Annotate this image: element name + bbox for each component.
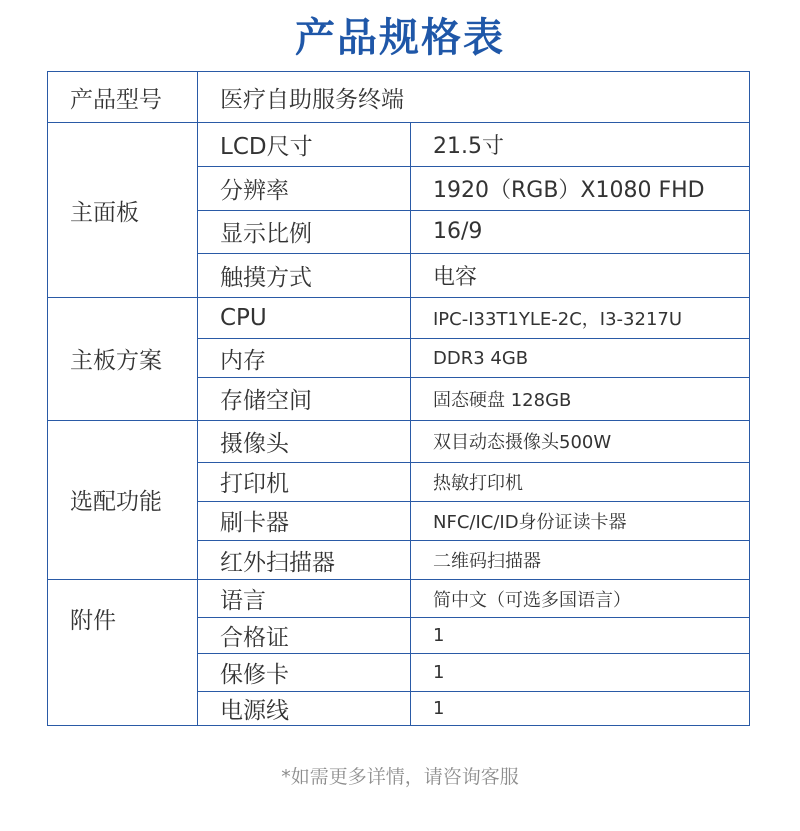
spec-key: 合格证 [198,618,411,653]
spec-key: 触摸方式 [198,253,411,297]
spec-key: 电源线 [198,691,411,725]
spec-key: 存储空间 [198,378,411,420]
spec-value: 二维码扫描器 [411,541,750,580]
spec-value: 电容 [411,253,750,297]
spec-key: LCD尺寸 [198,123,411,167]
spec-key: 打印机 [198,462,411,501]
model-value: 医疗自助服务终端 [198,72,750,123]
spec-value: DDR3 4GB [411,339,750,378]
spec-value: 1 [411,691,750,725]
spec-key: 红外扫描器 [198,541,411,580]
spec-key: 摄像头 [198,420,411,462]
spec-value: 1920（RGB）X1080 FHD [411,167,750,210]
table-row [48,72,750,123]
spec-value: 1 [411,653,750,691]
spec-value: IPC-I33T1YLE-2C，I3-3217U [411,297,750,338]
spec-key: CPU [198,297,411,338]
spec-value: 1 [411,618,750,653]
table-row [48,297,750,338]
group-label-board: 主板方案 [48,297,198,420]
spec-key: 分辨率 [198,167,411,210]
spec-value: 双目动态摄像头500W [411,420,750,462]
page-title: 产品规格表 [295,15,505,61]
footer-note: *如需更多详情，请咨询客服 [281,766,519,788]
spec-key: 保修卡 [198,653,411,691]
spec-value: 简中文（可选多国语言） [411,580,750,618]
table-row [48,420,750,462]
table-row [48,580,750,618]
spec-table [47,71,750,726]
spec-key: 语言 [198,580,411,618]
table-row [48,123,750,167]
spec-value: 16/9 [411,210,750,253]
model-label: 产品型号 [48,72,198,123]
spec-value: 21.5寸 [411,123,750,167]
group-label-accessories: 附件 [48,580,198,726]
spec-key: 内存 [198,339,411,378]
group-label-main-panel: 主面板 [48,123,198,298]
spec-value: 固态硬盘 128GB [411,378,750,420]
spec-key: 显示比例 [198,210,411,253]
spec-value: 热敏打印机 [411,462,750,501]
group-label-options: 选配功能 [48,420,198,580]
spec-key: 刷卡器 [198,501,411,540]
spec-value: NFC/IC/ID身份证读卡器 [411,501,750,540]
